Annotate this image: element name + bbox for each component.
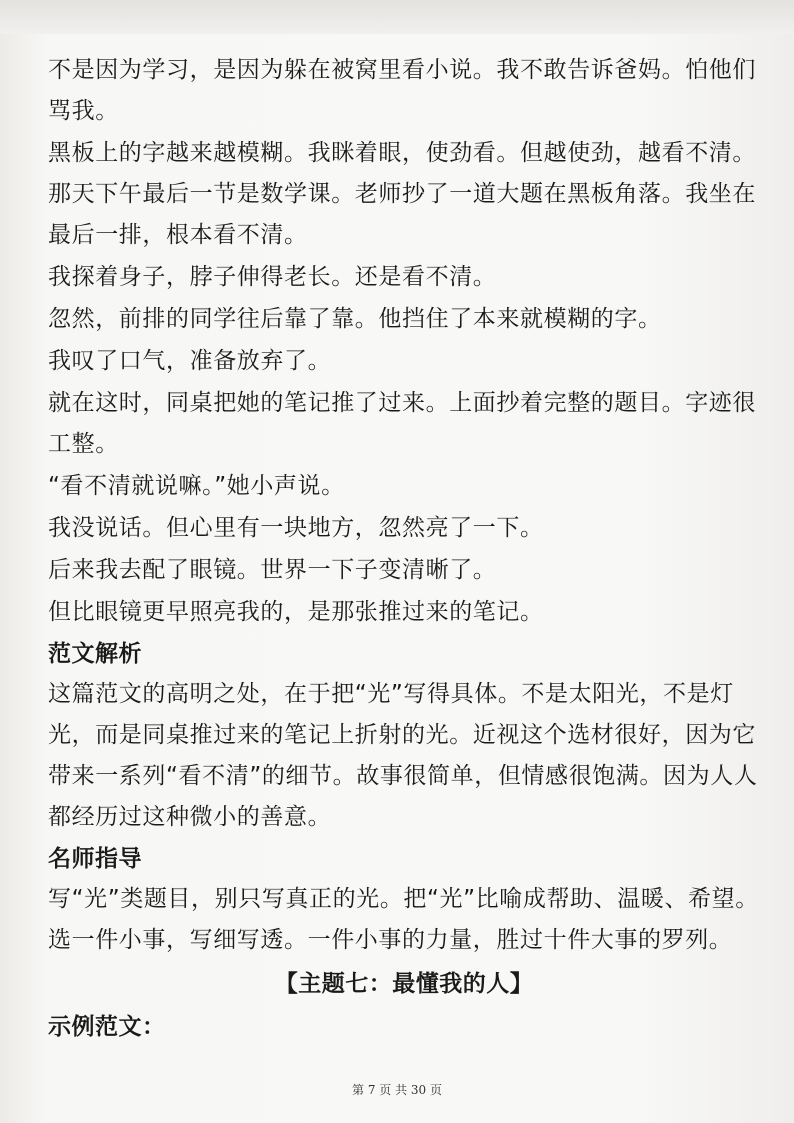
- sample-essay-heading: 示例范文：: [48, 1014, 166, 1040]
- story-paragraph: 不是因为学习，是因为躲在被窝里看小说。我不敢告诉爸妈。怕他们骂我。: [48, 57, 756, 124]
- analysis-text: 这篇范文的高明之处，在于把“光”写得具体。不是太阳光，不是灯光，而是同桌推过来的笔记上折射的光。近视这个选材很好，因为它带来一系列“看不清”的细节。故事很简单，但情感很饱满。因为人人都经历过这种微小的善意。: [48, 681, 758, 830]
- story-paragraph: 我探着身子，脖子伸得老长。还是看不清。: [48, 264, 497, 290]
- story-paragraph: 我没说话。但心里有一块地方，忽然亮了一下。: [48, 515, 544, 541]
- story-paragraph: 后来我去配了眼镜。世界一下子变清晰了。: [48, 557, 497, 583]
- story-paragraph: 就在这时，同桌把她的笔记推了过来。上面抄着完整的题目。字迹很工整。: [48, 390, 756, 457]
- analysis-heading: 范文解析: [48, 641, 142, 667]
- theme-title: 【主题七：最懂我的人】: [274, 971, 534, 997]
- guidance-heading: 名师指导: [48, 846, 142, 872]
- story-paragraph: “看不清就说嘛。”她小声说。: [48, 473, 345, 499]
- page-number-footer: 第 7 页 共 30 页: [352, 1083, 442, 1097]
- story-paragraph: 黑板上的字越来越模糊。我眯着眼，使劲看。但越使劲，越看不清。那天下午最后一节是数学课。老师抄了一道大题在黑板角落。我坐在最后一排，根本看不清。: [48, 140, 756, 248]
- story-paragraph: 忽然，前排的同学往后靠了靠。他挡住了本来就模糊的字。: [48, 306, 662, 332]
- page-top-shadow: [0, 0, 794, 34]
- story-paragraph: 但比眼镜更早照亮我的，是那张推过来的笔记。: [48, 599, 544, 625]
- page-content: [48, 50, 760, 1047]
- guidance-text: 写“光”类题目，别只写真正的光。把“光”比喻成帮助、温暖、希望。选一件小事，写细写透。一件小事的力量，胜过十件大事的罗列。: [48, 886, 759, 953]
- story-paragraph: 我叹了口气，准备放弃了。: [48, 348, 332, 374]
